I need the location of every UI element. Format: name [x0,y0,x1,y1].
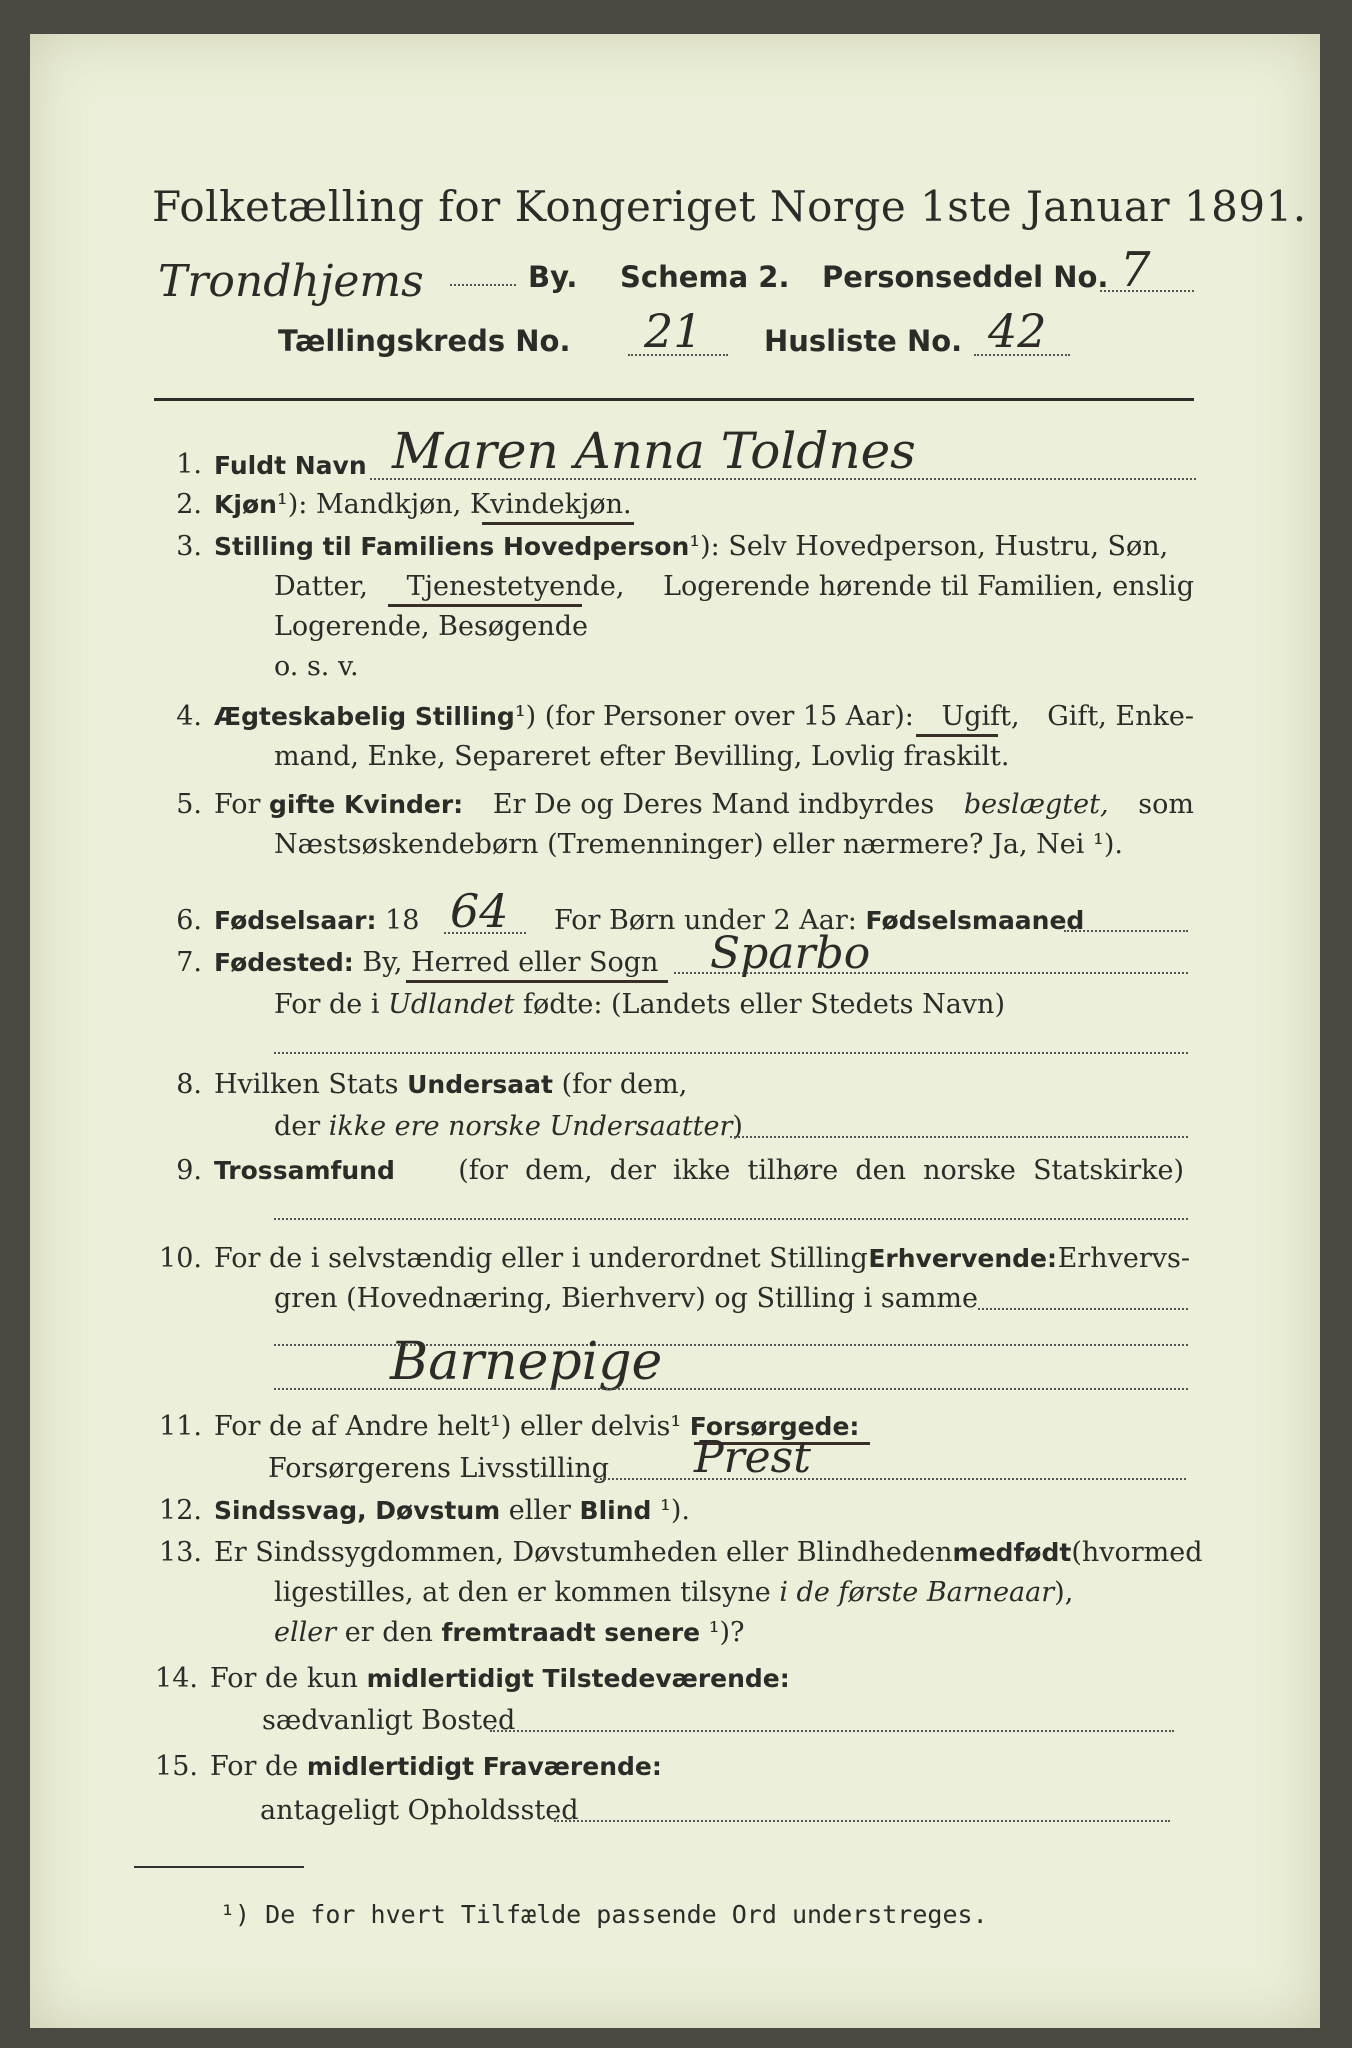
q15-line1a: For de [210,1751,299,1782]
q7-line2 [274,988,1005,1022]
q12-label2: Blind [579,1496,652,1525]
q5-line2: Næstsøskendebørn (Tremenninger) eller nærmere? Ja, Nei ¹). [274,829,1123,860]
q13-line3b: er den [344,1617,433,1648]
q10-line1b: Erhvervs- [1057,1243,1190,1274]
q1-label: Fuldt Navn [214,451,367,480]
q3-label: Stilling til Familiens Hovedperson [214,532,690,561]
q8-dotted-line [730,1136,1188,1138]
q4-line1c: Gift, Enke- [1047,701,1194,732]
q13-label: medfødt [952,1538,1072,1567]
item-number: 2. [176,489,202,520]
q5-pre: For [214,789,261,820]
q4-option-ugift: Ugift, [941,701,1020,732]
q8-line2b: ikke ere norske Undersaatter [328,1111,733,1142]
footnote: ¹) De for hvert Tilfælde passende Ord understreges. [220,1900,988,1929]
q14-label: midlertidigt Tilstedeværende: [366,1664,790,1693]
q3-line2a: Datter, [274,571,368,602]
city-handwritten: Trondhjems [158,256,424,307]
by-label: By. [528,260,578,294]
q4-line1 [214,700,1194,734]
footnote-rule [134,1866,304,1868]
q8-line1a: Hvilken Stats [214,1069,399,1100]
q2-text: ): Mandkjøn, [287,489,462,520]
q9-line [214,1154,1184,1188]
q9-label: Trossamfund [214,1156,395,1185]
q6-dotted-line [444,932,526,934]
q6-text: For Børn under 2 Aar: [554,905,857,936]
item-number: 12. [159,1495,202,1526]
personseddel-label: Personseddel No. [822,260,1109,294]
q5-label: gifte Kvinder: [269,790,464,819]
q7-value-place: Sparbo [710,928,871,979]
q8-line1b: (for dem, [561,1069,688,1100]
q12-label: Sindssvag, Døvstum [214,1496,501,1525]
q7-line2c: fødte: (Landets eller Stedets Navn) [522,989,1005,1020]
q5-line1a: Er De og Deres Mand indbyrdes [492,789,935,820]
kreds-number: 21 [644,304,703,358]
q13-line1 [214,1536,1203,1570]
q7-dotted-line [674,972,1188,974]
q3-sup: ¹ [689,531,701,562]
q2-label: Kjøn [214,490,277,519]
q3-option-tjenestetyende: Tjenestetyende, [406,571,625,602]
q3-line4: o. s. v. [274,651,359,682]
q13-line1b: (hvormed [1071,1537,1203,1568]
husliste-dotted-line [974,354,1070,356]
q2-underline [482,522,634,525]
q6-label: Fødselsaar: [214,906,377,935]
q13-line2b: i de første Barneaar [779,1577,1055,1608]
q4-line2: mand, Enke, Separeret efter Bevilling, Lovlig fraskilt. [274,741,1010,772]
q3-line1 [214,530,1168,564]
q5-line1c: som [1138,789,1194,820]
q3-line1-rest: ): Selv Hovedperson, Hustru, Søn, [700,531,1169,562]
q8-line1 [214,1068,687,1102]
q2-line [214,488,632,522]
q10-dotted-line1 [978,1308,1188,1310]
q5-line1b: beslægtet, [963,789,1109,820]
item-number: 13. [159,1537,202,1568]
q10-line1a: For de i selvstændig eller i underordnet Stilling [214,1243,868,1274]
q7-abroad-dotted-line [274,1052,1188,1054]
q4-line1a: ) (for Personer over 15 Aar): [525,701,914,732]
q7-line1 [214,946,658,980]
city-dotted-line [450,284,516,286]
q10-label: Erhvervende: [868,1244,1058,1273]
schema-label: Schema 2. [620,260,790,294]
item-number: 15. [155,1751,198,1782]
personseddel-number: 7 [1120,242,1151,298]
q4-underline [916,734,998,737]
husliste-label: Husliste No. [764,324,963,358]
q4-sup: ¹ [514,701,526,732]
husliste-number: 42 [988,304,1047,358]
q10-line2: gren (Hovednæring, Bierhverv) og Stilling i samme [274,1283,979,1314]
kreds-dotted-line [628,354,728,356]
item-number: 4. [176,701,202,732]
q11-line2: Forsørgerens Livsstilling [268,1453,610,1484]
q2-option-kvindekjon: Kvindekjøn. [469,489,632,520]
q13-line2a: ligestilles, at den er kommen tilsyne [274,1577,771,1608]
q13-line3c: ¹)? [708,1617,745,1648]
q7-underline [406,980,668,983]
q13-label2: fremtraadt senere [441,1618,701,1647]
q12-mid: eller [508,1495,571,1526]
q6-month-dotted-line [1064,930,1188,932]
q7-label: Fødested: [214,948,354,977]
q3-line2 [274,570,1194,604]
q7-text1: By, [362,947,403,978]
q12-line [214,1494,690,1528]
q6-label2: Fødselsmaaned [865,906,1085,935]
q15-line2: antageligt Opholdssted [260,1795,579,1826]
personseddel-dotted-line [1100,290,1194,292]
item-number: 9. [176,1155,202,1186]
q4-label: Ægteskabelig Stilling [214,702,515,731]
q14-line1a: For de kun [210,1663,358,1694]
item-number: 5. [176,789,202,820]
kreds-label: Tællingskreds No. [278,324,571,358]
item-number: 11. [159,1411,202,1442]
q11-sup2: ¹ [670,1411,682,1442]
q2-sup: ¹ [276,489,288,520]
q13-line2c: ), [1054,1577,1074,1608]
q7-line2a: For de i [274,989,380,1020]
q6-value-year: 64 [450,884,509,938]
q3-line3: Logerende, Besøgende [274,611,588,642]
q11-line1a: For de af Andre helt [214,1411,491,1442]
q8-line2 [274,1110,743,1144]
q8-line2a: der [274,1111,321,1142]
census-form-sheet [30,34,1320,2028]
item-number: 7. [176,947,202,978]
q10-value-occupation: Barnepige [390,1332,663,1392]
item-number: 3. [176,531,202,562]
q15-dotted-line [554,1820,1170,1822]
form-title: Folketælling for Kongeriget Norge 1ste Januar 1891. [152,182,1307,231]
q5-line1 [214,788,1194,822]
q15-line1 [210,1750,662,1784]
q12-end: ¹). [660,1495,690,1526]
item-number: 14. [155,1663,198,1694]
q10-dotted-line3 [274,1388,1188,1390]
q13-line1a: Er Sindssygdommen, Døvstumheden eller Blindheden [214,1537,953,1568]
q11-dotted-line [596,1478,1186,1480]
item-number: 1. [176,449,202,480]
q8-line2c: ) [732,1111,743,1142]
q1-value-name: Maren Anna Toldnes [392,422,916,480]
q11-value-provider: Prest [694,1432,811,1483]
q10-line1 [214,1242,1190,1276]
q13-line3 [274,1616,745,1650]
item-number: 10. [159,1243,202,1274]
q11-line1b: ) eller delvis [500,1411,671,1442]
q9-dotted-line [274,1218,1188,1220]
q8-label: Undersaat [407,1070,553,1099]
q6-line [214,904,419,938]
q7-line2b: Udlandet [388,989,515,1020]
q9-text: (for dem, der ikke tilhøre den norske Statskirke) [458,1155,1184,1186]
q6-prefix: 18 [385,905,420,936]
header-rule [154,398,1194,401]
item-number: 6. [176,905,202,936]
q15-label: midlertidigt Fraværende: [306,1752,662,1781]
q14-line1 [210,1662,790,1696]
q13-line2 [274,1576,1073,1610]
q14-dotted-line [490,1730,1174,1732]
item-number: 8. [176,1069,202,1100]
q14-line2: sædvanligt Bosted [262,1705,516,1736]
q11-sup1: ¹ [490,1411,501,1442]
q13-line3a: eller [274,1617,337,1648]
q11-label: Forsørgede: [689,1412,860,1441]
q3-underline [388,604,582,607]
q7-option-herred: Herred eller Sogn [411,947,659,978]
q1-dotted-line [370,478,1196,480]
q3-line2c: Logerende hørende til Familien, enslig [663,571,1194,602]
